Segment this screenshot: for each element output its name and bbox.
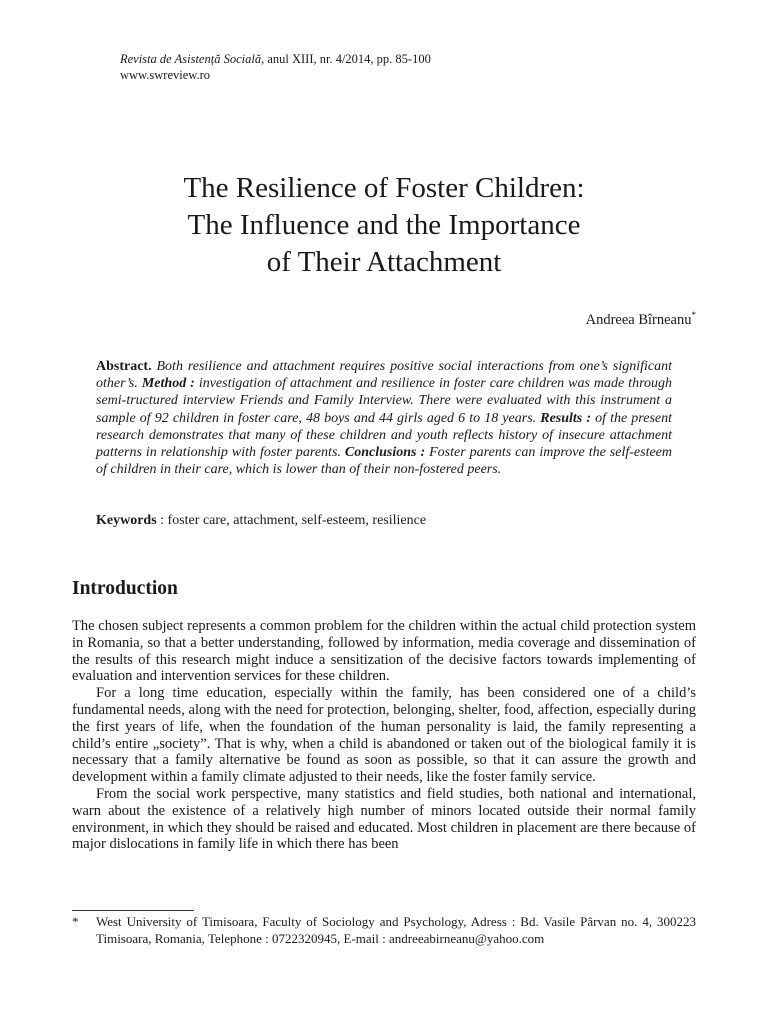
title-line-3: of Their Attachment [266,246,502,278]
keywords [96,513,426,529]
method-text: investigation of attachment and resilience in foster care children was made through semi-tructured interview Friends and Family Interview. There were evaluated with this instrument a sample of 92 children in foster care, 48 boys and 44 girls aged 6 to 18 years. [96,376,673,426]
footnote-rule [72,910,194,911]
body-paragraph-2: For a long time education, especially within the family, has been considered one of a child’s fundamental needs, along with the need for protection, belonging, shelter, food, affection, especially during the first years of life, when the foundation of the human personality is laid, the family representing a child’s entire „society”. That is why, when a child is abandoned or taken out of the biological family it is necessary that a family alternative be found as soon as possible, so that it can assure the growth and development within a family climate adjusted to their needs, like the foster family service. [72,685,696,786]
journal-header [120,51,431,83]
paper-title [72,170,696,281]
author-line [586,310,696,329]
introduction-body [72,618,696,853]
results-text: of the present research demonstrates that many of these children and youth reflects history of insecure attachment patterns in relationship with foster parents. [96,410,672,461]
section-heading-introduction: Introduction [72,578,178,599]
journal-url: www.swreview.ro [120,68,211,82]
footnote-text: West University of Timisoara, Faculty of Sociology and Psychology, Adress : Bd. Vasile Pârvan no. 4, 300223 Timisoara, Romania, Telephone : 0722320945, E-mail : andreeabirneanu@yahoo.com [96,914,696,946]
method-label: Method : [141,376,195,392]
title-line-2: The Influence and the Importance [187,209,581,241]
abstract-intro: Both resilience and attachment requires positive social interactions from one’s significant other’s. [96,359,672,392]
conclusions-text: Foster parents can improve the self-esteem of children in their care, which is lower than of their non-fostered peers. [96,445,673,478]
keywords-label: Keywords [96,513,157,528]
journal-issue: , anul XIII, nr. 4/2014, pp. 85-100 [261,52,431,66]
body-paragraph-1: The chosen subject represents a common problem for the children within the actual child protection system in Romania, so that a better understanding, followed by information, media coverage and dissemination of the results of this research might induce a sensitization of the decisive factors towards implementing of evaluation and intervention services for these children. [72,618,696,685]
abstract [96,358,672,478]
body-paragraph-3: From the social work perspective, many statistics and field studies, both national and international, warn about the existence of a relatively high number of minors located outside their normal family environment, in which they should be raised and educated. Most children in placement are there because of major dislocations in family life in which there has been [72,785,696,853]
conclusions-label: Conclusions : [344,445,426,461]
title-line-1: The Resilience of Foster Children: [183,172,585,204]
keywords-text: : foster care, attachment, self-esteem, resilience [156,513,427,528]
author-footnote [72,914,696,947]
abstract-label: Abstract. [96,359,152,374]
journal-name: Revista de Asistență Socială [120,52,262,66]
author-footnote-mark: * [691,310,696,320]
footnote-mark: * [72,914,79,929]
results-label: Results : [540,410,592,426]
author-name: Andreea Bîrneanu [585,311,692,328]
journal-citation [120,51,431,67]
